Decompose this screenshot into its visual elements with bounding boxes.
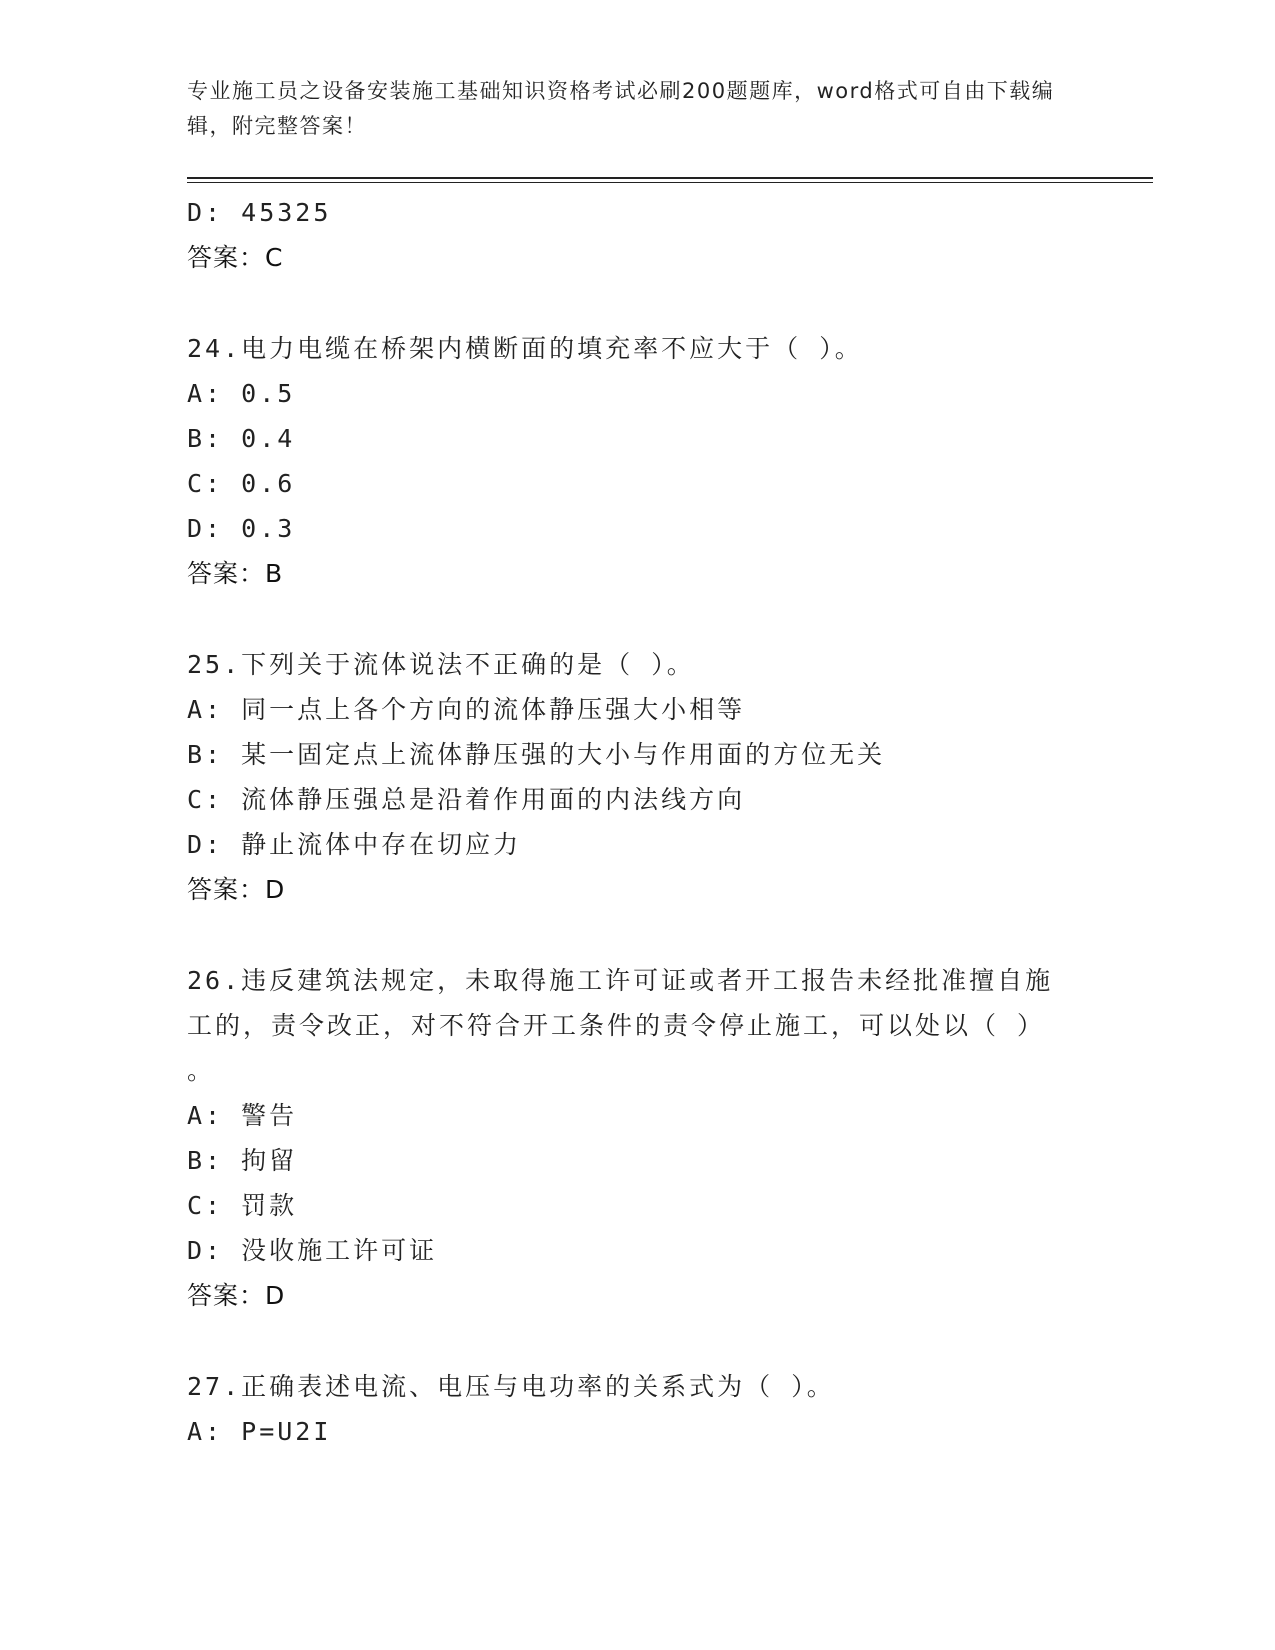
question-stem-line-3: 。 (187, 1056, 216, 1085)
option-a: A: 0.5 (187, 379, 296, 408)
prev-answer: 答案：C (187, 243, 284, 272)
option-a: A: 警告 (187, 1101, 298, 1130)
option-d: D: 0.3 (187, 514, 296, 543)
answer: 答案：B (187, 559, 284, 588)
question-27 (187, 1364, 1087, 1454)
spacer (187, 596, 1087, 642)
option-c: C: 流体静压强总是沿着作用面的内法线方向 (187, 785, 746, 814)
option-d: D: 静止流体中存在切应力 (187, 830, 522, 859)
spacer (187, 1318, 1087, 1364)
option-c: C: 罚款 (187, 1191, 298, 1220)
option-c: C: 0.6 (187, 469, 296, 498)
answer: 答案：D (187, 875, 286, 904)
option-b: B: 拘留 (187, 1146, 298, 1175)
option-a: A: P=U2I (187, 1417, 332, 1446)
option-a: A: 同一点上各个方向的流体静压强大小相等 (187, 695, 746, 724)
question-stem-line-1: 26.违反建筑法规定，未取得施工许可证或者开工报告未经批准擅自施 (187, 966, 1054, 995)
question-content (187, 190, 1087, 1454)
option-b: B: 某一固定点上流体静压强的大小与作用面的方位无关 (187, 740, 886, 769)
question-25 (187, 642, 1087, 912)
document-header: 专业施工员之设备安装施工基础知识资格考试必刷200题题库，word格式可自由下载编辑，附完整答案！ (187, 79, 1055, 138)
header-rule-thick (187, 177, 1153, 179)
question-stem-line-2: 工的，责令改正，对不符合开工条件的责令停止施工，可以处以（ ） (187, 1011, 1046, 1040)
spacer (187, 912, 1087, 958)
spacer (187, 280, 1087, 326)
question-stem: 27.正确表述电流、电压与电功率的关系式为（ ）。 (187, 1372, 835, 1401)
question-stem: 24.电力电缆在桥架内横断面的填充率不应大于（ ）。 (187, 334, 863, 363)
question-24 (187, 326, 1087, 596)
prev-option-d: D: 45325 (187, 198, 332, 227)
question-stem: 25.下列关于流体说法不正确的是（ ）。 (187, 650, 695, 679)
question-26 (187, 958, 1087, 1318)
option-d: D: 没收施工许可证 (187, 1236, 438, 1265)
answer: 答案：D (187, 1281, 286, 1310)
header-rule-thin (187, 182, 1153, 183)
option-b: B: 0.4 (187, 424, 296, 453)
